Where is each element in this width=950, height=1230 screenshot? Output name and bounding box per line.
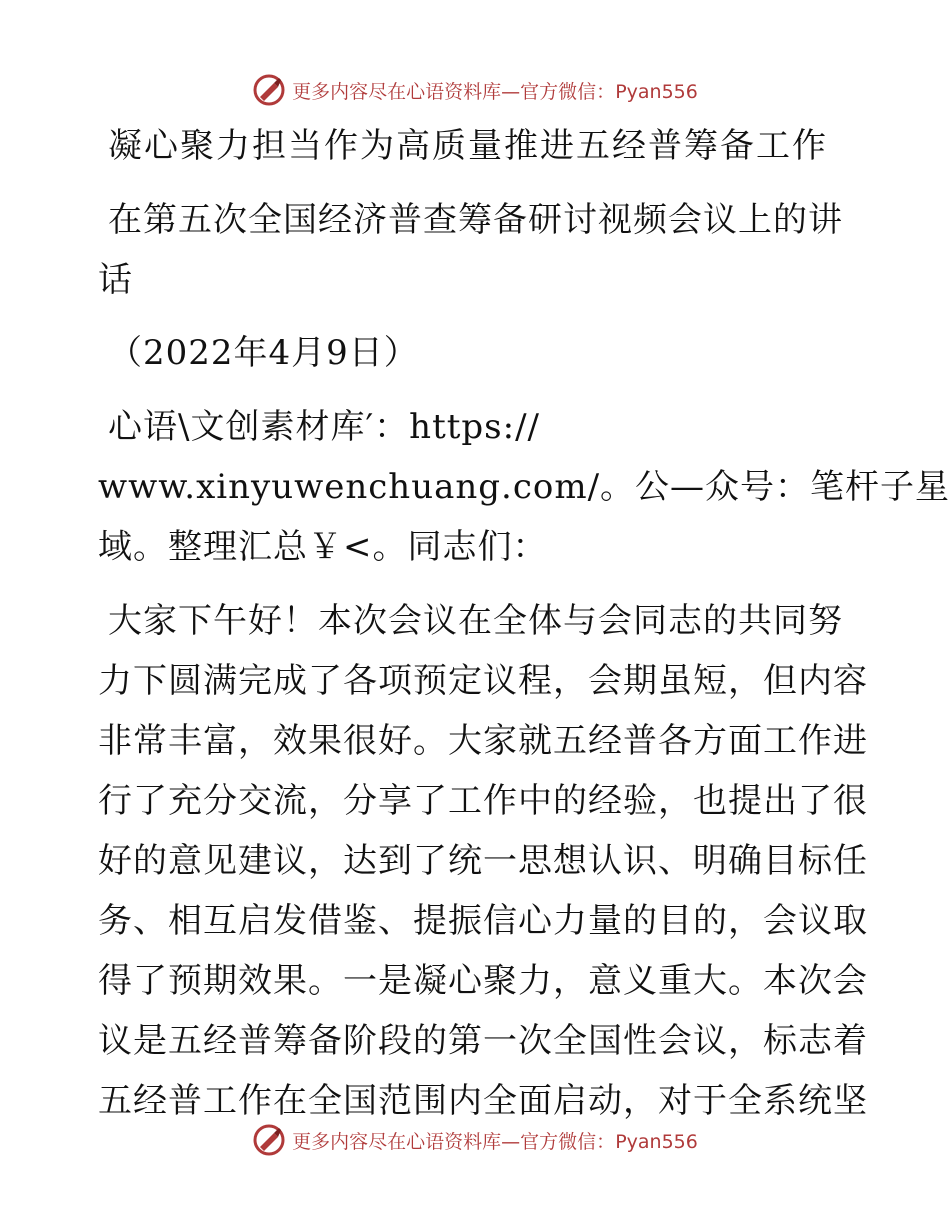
body-line: 非常丰富，效果很好。大家就五经普各方面工作进	[98, 721, 868, 761]
body-line: 大家下午好！本次会议在全体与会同志的共同努	[108, 601, 843, 641]
header-watermark-banner	[0, 70, 950, 110]
watermark-text: 更多内容尽在心语资料库—官方微信：Pyan556	[292, 1130, 698, 1153]
body-line: 务、相互启发借鉴、提振信心力量的目的，会议取	[98, 901, 868, 941]
subtitle-line: 话	[98, 260, 133, 300]
logo-icon	[252, 1123, 286, 1157]
source-line: 心语\文创素材库′：https://	[108, 407, 540, 447]
body-line: 力下圆满完成了各项预定议程，会期虽短，但内容	[98, 661, 868, 701]
body-line: 得了预期效果。一是凝心聚力，意义重大。本次会	[98, 961, 868, 1001]
body-line: 行了充分交流，分享了工作中的经验，也提出了很	[98, 781, 868, 821]
document-title: 凝心聚力担当作为高质量推进五经普筹备工作	[108, 126, 828, 166]
source-line: 域。整理汇总￥<。同志们：	[98, 527, 548, 567]
body-line: 好的意见建议，达到了统一思想认识、明确目标任	[98, 841, 868, 881]
document-date: （2022年4月9日）	[108, 333, 419, 373]
subtitle-line: 在第五次全国经济普查筹备研讨视频会议上的讲	[108, 200, 843, 240]
watermark-text: 更多内容尽在心语资料库—官方微信：Pyan556	[292, 80, 698, 103]
source-line: www.xinyuwenchuang.com/。公—众号：笔杆子星	[98, 467, 950, 507]
body-line: 五经普工作在全国范围内全面启动，对于全系统坚	[98, 1081, 868, 1121]
logo-icon	[252, 73, 286, 107]
footer-watermark-banner	[0, 1120, 950, 1160]
body-line: 议是五经普筹备阶段的第一次全国性会议，标志着	[98, 1021, 868, 1061]
